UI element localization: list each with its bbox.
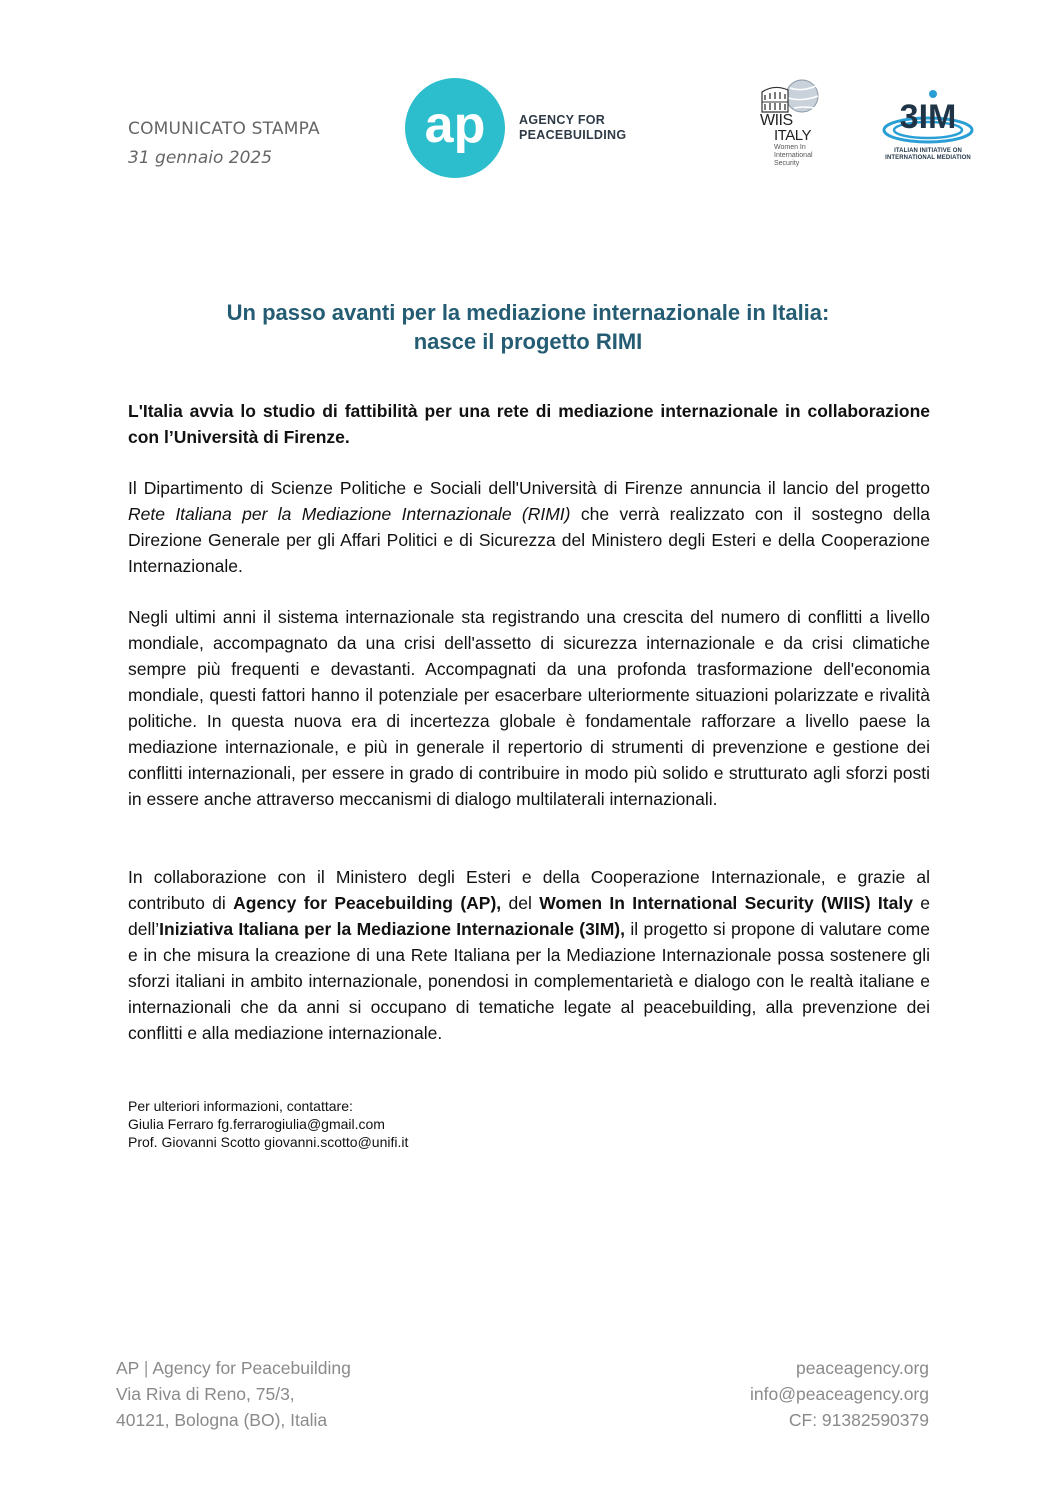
title-line2: nasce il progetto RIMI	[413, 329, 643, 354]
ap-logo-line2: PEACEBUILDING	[519, 128, 627, 142]
press-label: COMUNICATO STAMPA	[128, 119, 320, 139]
contacts-intro: Per ulteriori informazioni, contattare:	[128, 1098, 353, 1114]
footer-org-short: AP	[116, 1358, 140, 1378]
p3-text-e: e dell’	[128, 893, 931, 939]
p3-org-3im: Iniziativa Italiana per la Mediazione Internazionale (3IM),	[159, 919, 625, 939]
ap-logo-icon	[405, 78, 505, 178]
footer-contacts	[750, 1355, 929, 1433]
p3-text-c: del	[501, 893, 540, 913]
p1-project-name: Rete Italiana per la Mediazione Internazionale (RIMI)	[128, 504, 571, 524]
contact-line-1: Giulia Ferraro fg.ferrarogiulia@gmail.com	[128, 1116, 385, 1132]
colosseum-globe-icon	[758, 78, 822, 114]
p1-text-c: che verrà realizzato con il sostegno della Direzione Generale per gli Affari Politici e di Sicurezza del Ministero degli Esteri e della Cooperazione Internazionale.	[128, 504, 931, 576]
agency-for-peacebuilding-logo	[405, 78, 645, 178]
footer-cf: CF: 91382590379	[788, 1410, 929, 1430]
footer-org	[116, 1355, 351, 1381]
paragraph-2: Negli ultimi anni il sistema internazionale sta registrando una crescita del numero di conflitti a livello mondiale, accompagnato da una crisi dell'assetto di sicurezza internazionale e da crisi climatiche sempre più frequenti e devastanti. Accompagnati da una profonda trasformazione dell'economia mondiale, questi fattori hanno il potenziale per esacerbare ulteriormente situazioni polarizzate e rivalità politiche. In questa nuova era di incertezza globale è fondamentale rafforzare a livello paese la mediazione internazionale, e più in generale il repertorio di strumenti di prevenzione e gestione dei conflitti internazionali, per essere in grado di contribuire in modo più solido e strutturato agli sforzi posti in essere anche attraverso meccanismi di dialogo multilaterali internazionali.	[128, 607, 930, 809]
contact-line-2: Prof. Giovanni Scotto giovanni.scotto@unifi.it	[128, 1134, 409, 1150]
footer-org-separator: |	[143, 1358, 149, 1378]
p3-org-ap: Agency for Peacebuilding (AP),	[233, 893, 502, 913]
3im-logo-mark: 3IM	[899, 98, 957, 136]
footer-address-line1: Via Riva di Reno, 75/3,	[116, 1384, 295, 1404]
contacts-block	[128, 1097, 408, 1151]
p1-text-a: Il Dipartimento di Scienze Politiche e Sociali dell'Università di Firenze annuncia il lancio del progetto	[128, 478, 930, 498]
p3-text-g: il progetto si propone di valutare come e in che misura la creazione di una Rete Italiana per la Mediazione Internazionale possa sostenere gli sforzi italiani in ambito internazionale, ponendosi in complementarietà e dialogo con le realtà italiane e internazionali che da anni si occupano di tematiche legate al peacebuilding, alla prevenzione dei conflitti e alla mediazione internazionale.	[128, 919, 930, 1043]
footer-address-line2: 40121, Bologna (BO), Italia	[116, 1410, 328, 1430]
press-date: 31 gennaio 2025	[128, 148, 273, 168]
wiis-logo-tagline: Women In International Security	[774, 144, 813, 167]
page-title	[128, 298, 928, 356]
title-line1: Un passo avanti per la mediazione internazionale in Italia:	[226, 300, 830, 325]
ap-logo-text	[519, 113, 626, 143]
ap-logo-letters: ap	[424, 96, 486, 154]
p3-org-wiis: Women In International Security (WIIS) Italy	[539, 893, 913, 913]
paragraph-1	[128, 475, 930, 579]
footer-address	[116, 1355, 351, 1433]
3im-logo-mark-icon	[880, 88, 976, 148]
paragraph-3	[128, 864, 930, 1046]
3im-logo-subtitle: ITALIAN INITIATIVE ON INTERNATIONAL MEDIATION	[885, 148, 971, 161]
footer-org-name: Agency for Peacebuilding	[152, 1358, 351, 1378]
lead-paragraph: L'Italia avvia lo studio di fattibilità per una rete di mediazione internazionale in collaborazione con l’Università di Firenze.	[128, 401, 930, 447]
p3-text-a: In collaborazione con il Ministero degli Esteri e della Cooperazione Internazionale, e grazie al contributo di	[128, 867, 930, 913]
wiis-italy-logo	[758, 78, 822, 176]
3im-logo	[880, 88, 976, 170]
wiis-logo-line1: WIIS	[760, 112, 793, 129]
footer-website: peaceagency.org	[796, 1358, 929, 1378]
ap-logo-line1: AGENCY FOR	[519, 113, 606, 127]
footer-email: info@peaceagency.org	[750, 1384, 929, 1404]
wiis-logo-line2: ITALY	[774, 127, 811, 144]
